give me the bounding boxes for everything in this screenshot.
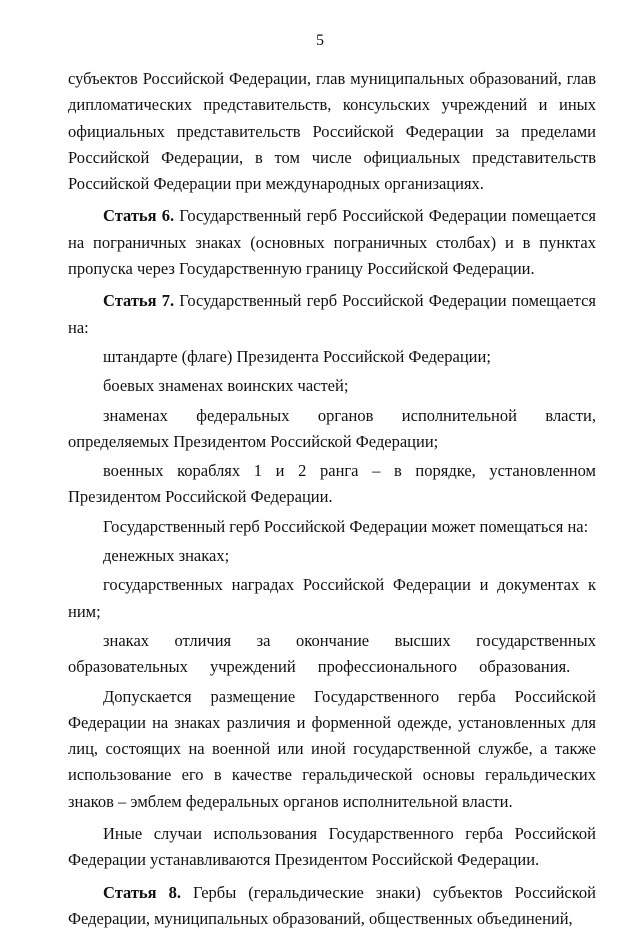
article-6-label: Статья 6. <box>103 206 175 226</box>
article-8-text: Гербы (геральдические знаки) субъектов Российской Федерации, муниципальных образований, общественных объединений, <box>68 882 596 928</box>
page-number: 5 <box>316 32 324 49</box>
article-8-paragraph <box>68 880 596 933</box>
list-item-warships: военных кораблях 1 и 2 ранга – в порядке, установленном Президентом Российской Федерации. <box>68 461 596 507</box>
article-7-paragraph <box>68 288 596 341</box>
paragraph-may-be-placed: Государственный герб Российской Федерации может помещаться на: <box>103 516 589 536</box>
paragraph-allowed-placement: Допускается размещение Государственного герба Российской Федерации на знаках различия и форменной одежде, установленных для лиц, состоящих на военной или иной государственной службе, а также использование его в качестве геральдической основы геральдических знаков – эмблем федеральных органов исполнительной власти. <box>68 686 596 811</box>
article-8-label: Статья 8. <box>103 882 181 902</box>
list-item-awards: государственных наградах Российской Федерации и документах к ним; <box>68 575 596 621</box>
article-7-label: Статья 7. <box>103 291 175 311</box>
article-6-paragraph <box>68 203 596 282</box>
document-body <box>68 66 596 938</box>
list-item-federal-banners: знаменах федеральных органов исполнительной власти, определяемых Президентом Российской Федерации; <box>68 405 596 451</box>
list-item-money: денежных знаках; <box>103 546 230 566</box>
paragraph-other-cases: Иные случаи использования Государственного герба Российской Федерации устанавливаются Президентом Российской Федерации. <box>68 824 596 870</box>
article-6-text: Государственный герб Российской Федерации помещается на пограничных знаках (основных пограничных столбах) и в пунктах пропуска через Государственную границу Российской Федерации. <box>68 206 596 279</box>
list-item-standard: штандарте (флаге) Президента Российской Федерации; <box>103 346 491 366</box>
paragraph-1: субъектов Российской Федерации, глав муниципальных образований, глав дипломатических представительств, консульских учреждений и иных официальных представительств Российской Федерации за пределами Российской Федерации, в том числе официальных представительств Российской Федерации при международных организациях. <box>68 69 596 194</box>
list-item-distinction-signs: знаках отличия за окончание высших государственных образовательных учреждений профессионального образования. <box>68 630 596 677</box>
list-item-battle-banners: боевых знаменах воинских частей; <box>103 376 349 396</box>
article-7-text: Государственный герб Российской Федерации помещается на: <box>68 291 596 337</box>
